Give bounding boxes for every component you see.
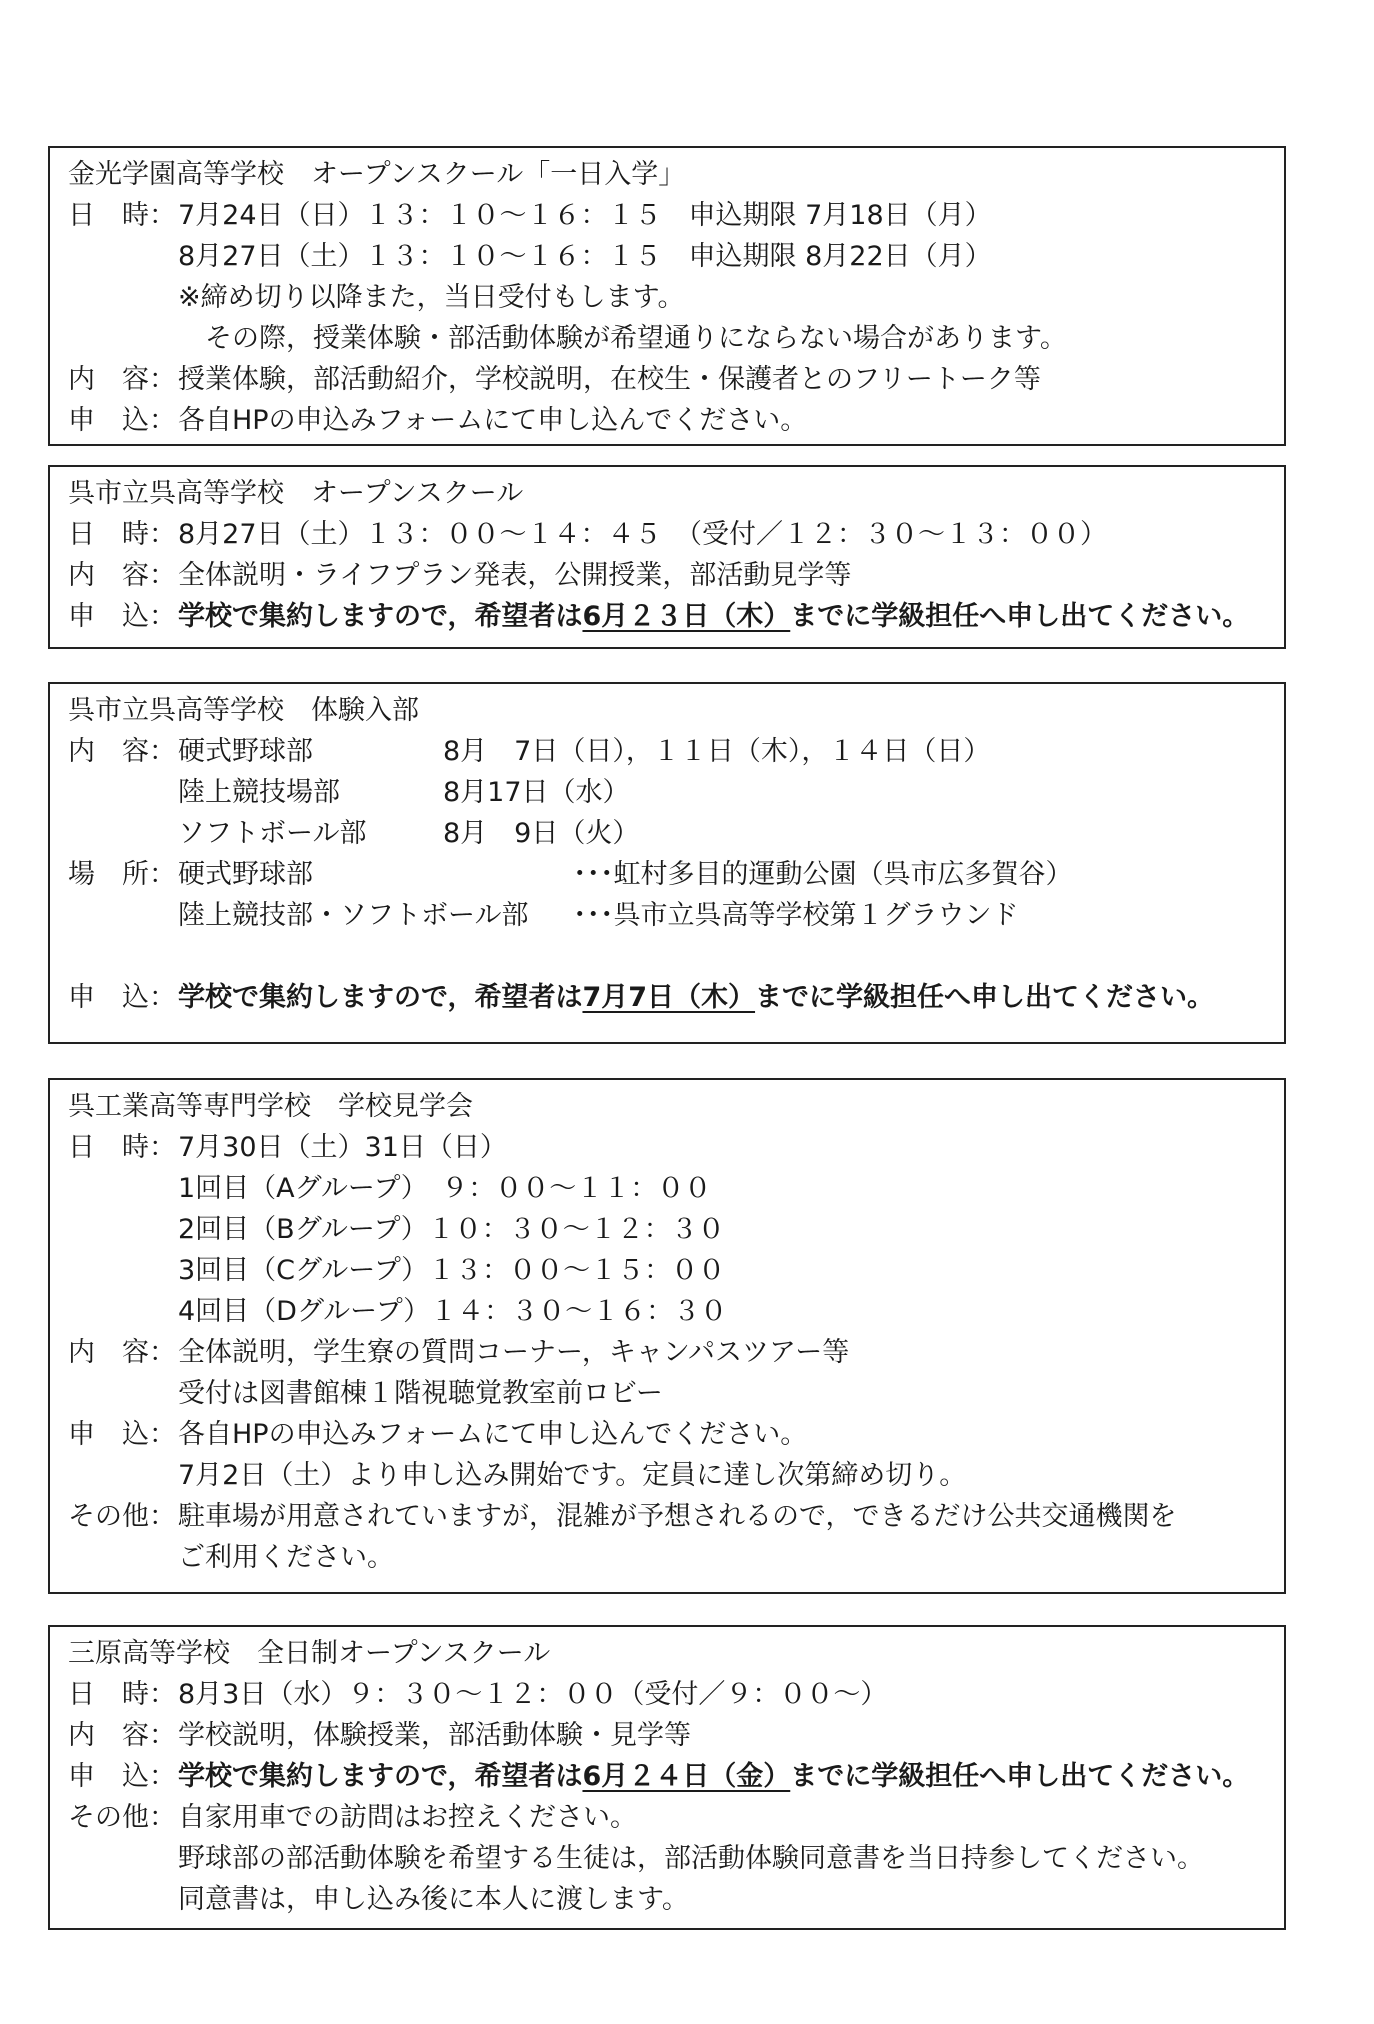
row-text: 2回目（Bグループ）１０：３０～１２：３０ [178,1214,725,1245]
row-text: 4回目（Dグループ）１４：３０～１６：３０ [178,1296,728,1327]
content-line [68,1373,1284,1414]
note-line [68,277,1284,318]
row-label: 内 容： [68,1337,176,1368]
section-title: 三原高等学校 全日制オープンスクール [68,1638,551,1669]
other-line [68,1496,1284,1537]
datetime-line [68,514,1284,555]
apply-line [68,1756,1284,1797]
row-text: 各自HPの申込みフォームにて申し込んでください。 [178,405,808,436]
club-name: 硬式野球部 [178,736,313,767]
apply-text: までに学級担任へ申し出てください。 [755,982,1215,1013]
row-text: 同意書は，申し込み後に本人に渡します。 [178,1884,689,1915]
section-title: 呉工業高等専門学校 学校見学会 [68,1091,473,1122]
row-text: 受付は図書館棟１階視聴覚教室前ロビー [178,1378,663,1409]
datetime-line [68,1674,1284,1715]
kure-kosen-tour-box [48,1078,1286,1594]
group-line [68,1291,1284,1332]
section-title: 呉市立呉高等学校 体験入部 [68,695,419,726]
row-text: 授業体験，部活動紹介，学校説明，在校生・保護者とのフリートーク等 [178,364,1041,395]
row-label: 内 容： [68,560,176,591]
datetime-line [68,1127,1284,1168]
row-text: 駐車場が用意されていますが，混雑が予想されるので，できるだけ公共交通機関を [178,1501,1177,1532]
row-label: 申 込： [68,405,176,436]
deadline-date: 7月7日（木） [582,982,756,1013]
other-line [68,1838,1284,1879]
row-label: 申 込： [68,982,176,1013]
apply-line [68,1414,1284,1455]
row-text: 8月27日（土）１３：００～１４：４５ （受付／１２：３０～１３：００） [178,519,1108,550]
club-date: 8月 7日（日），１１日（木），１４日（日） [443,736,991,767]
group-line [68,1209,1284,1250]
content-line [68,1715,1284,1756]
club-date: 8月 9日（火） [443,818,640,849]
row-label: 日 時： [68,519,176,550]
content-line [68,555,1284,596]
place-line [68,895,1284,936]
row-label: 日 時： [68,200,176,231]
kure-open-school-box [48,465,1286,649]
deadline-date: 6月２４日（金） [582,1761,791,1792]
apply-text: までに学級担任へ申し出てください。 [790,1761,1250,1792]
club-line [68,731,1284,772]
apply-line [68,596,1284,637]
row-label: 内 容： [68,364,176,395]
row-text: 学校説明，体験授業，部活動体験・見学等 [178,1720,691,1751]
apply-line [68,1455,1284,1496]
row-label: 日 時： [68,1679,176,1710]
row-label: 内 容： [68,736,176,767]
row-label: 場 所： [68,859,176,890]
apply-text: 学校で集約しますので，希望者は [178,601,583,632]
apply-line [68,400,1284,441]
section-title: 呉市立呉高等学校 オープンスクール [68,478,524,509]
other-line [68,1797,1284,1838]
row-text: 8月3日（水）９：３０～１２：００（受付／９：００～） [178,1679,888,1710]
row-text: 1回目（Aグループ） ９：００～１１：００ [178,1173,712,1204]
other-line [68,1537,1284,1578]
row-text: 8月27日（土）１３：１０～１６：１５ 申込期限 8月22日（月） [178,241,992,272]
row-label: その他： [68,1802,176,1833]
row-text: 7月24日（日）１３：１０～１６：１５ 申込期限 7月18日（月） [178,200,992,231]
row-label: 申 込： [68,601,176,632]
row-text: 各自HPの申込みフォームにて申し込んでください。 [178,1419,808,1450]
row-text: 7月30日（土）31日（日） [178,1132,507,1163]
datetime-line [68,195,1284,236]
row-label: その他： [68,1501,176,1532]
row-text: 全体説明・ライフプラン発表，公開授業，部活動見学等 [178,560,852,591]
apply-text: までに学級担任へ申し出てください。 [790,601,1250,632]
row-text: ※締め切り以降また，当日受付もします。 [178,282,685,313]
place-name: ･･･呉市立呉高等学校第１グラウンド [573,900,1019,931]
row-label: 申 込： [68,1761,176,1792]
row-text: 野球部の部活動体験を希望する生徒は，部活動体験同意書を当日持参してください。 [178,1843,1204,1874]
club-name: ソフトボール部 [178,818,367,849]
other-line [68,1879,1284,1920]
apply-text: 学校で集約しますので，希望者は [178,1761,583,1792]
apply-text: 学校で集約しますので，希望者は [178,982,583,1013]
place-club: 陸上競技部・ソフトボール部 [178,900,529,931]
mihara-open-school-box [48,1625,1286,1930]
section-title: 金光学園高等学校 オープンスクール「一日入学」 [68,159,686,190]
apply-line [68,977,1284,1018]
kinko-open-school-box [48,146,1286,446]
row-text: 全体説明，学生寮の質問コーナー，キャンパスツアー等 [178,1337,850,1368]
kure-trial-club-box [48,682,1286,1044]
club-date: 8月17日（水） [443,777,630,808]
group-line [68,1168,1284,1209]
row-label: 申 込： [68,1419,176,1450]
note-line [68,318,1284,359]
row-text: ご利用ください。 [178,1542,394,1573]
content-line [68,359,1284,400]
row-label: 日 時： [68,1132,176,1163]
spacer [68,936,1284,977]
club-name: 陸上競技場部 [178,777,340,808]
group-line [68,1250,1284,1291]
row-text: 7月2日（土）より申し込み開始です。定員に達し次第締め切り。 [178,1460,967,1491]
club-line [68,772,1284,813]
row-label: 内 容： [68,1720,176,1751]
deadline-date: 6月２３日（木） [582,601,791,632]
content-line [68,1332,1284,1373]
row-text: 3回目（Cグループ）１３：００～１５：００ [178,1255,726,1286]
place-club: 硬式野球部 [178,859,313,890]
place-name: ･･･虹村多目的運動公園（呉市広多賀谷） [573,859,1073,890]
datetime-line [68,236,1284,277]
row-text: 自家用車での訪問はお控えください。 [178,1802,637,1833]
place-line [68,854,1284,895]
club-line [68,813,1284,854]
row-text: その際，授業体験・部活動体験が希望通りにならない場合があります。 [178,323,1067,354]
